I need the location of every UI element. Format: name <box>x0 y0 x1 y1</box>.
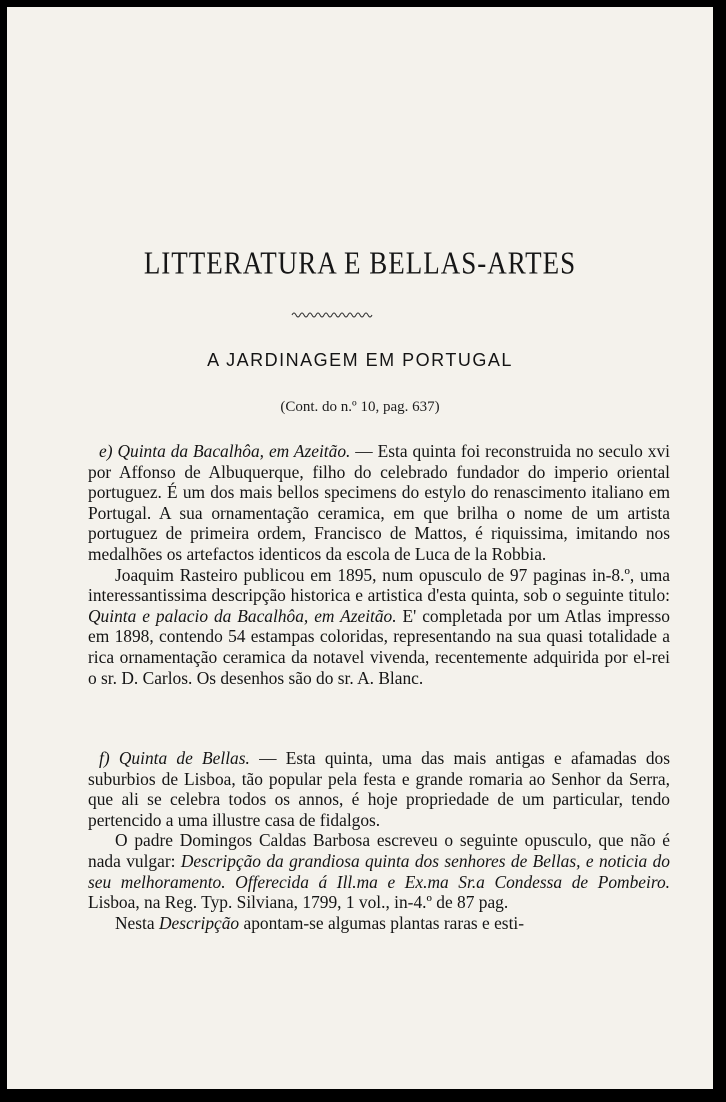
paragraph-text: O padre Domingos Caldas Barbosa escreveu o seguinte opusculo, que não é nada vulgar: <box>88 830 670 871</box>
paragraph <box>88 913 670 934</box>
entry-f <box>88 748 670 933</box>
paragraph-text: — Esta quinta foi reconstruida no seculo xvi por Affonso de Albuquerque, filho do celebrado fundador do imperio oriental portuguez. É um dos mais bellos specimens do estylo do renascimento italiano em Portugal. A sua ornamentação ceramica, em que brilha o nome de um artista portuguez de primeira ordem, Francisco de Mattos, é riquissima, imitando nos medalhões os artefactos identicos da escola de Luca de la Robbia. <box>88 441 670 564</box>
book-title: Quinta e palacio da Bacalhôa, em Azeitão. <box>88 605 397 626</box>
entry-heading: Quinta da Bacalhôa, em Azeitão. <box>117 441 351 461</box>
entry-heading: Quinta de Bellas. <box>118 748 250 768</box>
paragraph-text: Lisboa, na Reg. Typ. Silviana, 1799, 1 vol., in-4.º de 87 pag. <box>88 892 509 913</box>
paragraph-text: Joaquim Rasteiro publicou em 1895, num opusculo de 97 paginas in-8.º, uma interessantissima descripção historica e artistica d'esta quinta, sob o seguinte titulo: <box>88 564 670 606</box>
wavy-ornament <box>290 310 374 320</box>
paragraph <box>88 830 670 912</box>
section-title: LITTERATURA E BELLAS-ARTES <box>143 245 577 281</box>
paragraph <box>88 441 670 565</box>
entry-marker: f) <box>99 748 110 768</box>
entry-e <box>88 441 670 688</box>
book-page <box>7 7 713 1089</box>
paragraph <box>88 565 670 689</box>
continuation-note: (Cont. do n.º 10, pag. 637) <box>280 399 440 415</box>
paragraph-text: Nesta <box>115 912 159 933</box>
paragraph-text: E' completada por um Atlas impresso em 1898, contendo 54 estampas coloridas, representando na sua quasi totalidade a rica ornamentação ceramica da notavel vivenda, recentemente adquirida por el-rei o sr. D. Carlos. Os desenhos são do sr. A. Blanc. <box>88 605 670 688</box>
article-title: A JARDINAGEM EM PORTUGAL <box>207 350 513 370</box>
paragraph-text: — Esta quinta, uma das mais antigas e afamadas dos suburbios de Lisboa, tão popular pela festa e grande romaria ao Senhor da Serra, que ali se celebra todos os annos, é hoje propriedade de um particular, tendo pertencido a uma illustre casa de fidalgos. <box>88 748 671 830</box>
paragraph-text: apontam-se algumas plantas raras e esti- <box>239 912 525 933</box>
entry-marker: e) <box>99 441 113 461</box>
paragraph <box>88 748 670 830</box>
book-title: Descripção <box>158 912 240 933</box>
book-title: Descripção da grandiosa quinta dos senhores de Bellas, e noticia do seu melhoramento. Offerecida á Ill.ma e Ex.ma Sr.a Condessa de Pombeiro. <box>88 850 670 892</box>
